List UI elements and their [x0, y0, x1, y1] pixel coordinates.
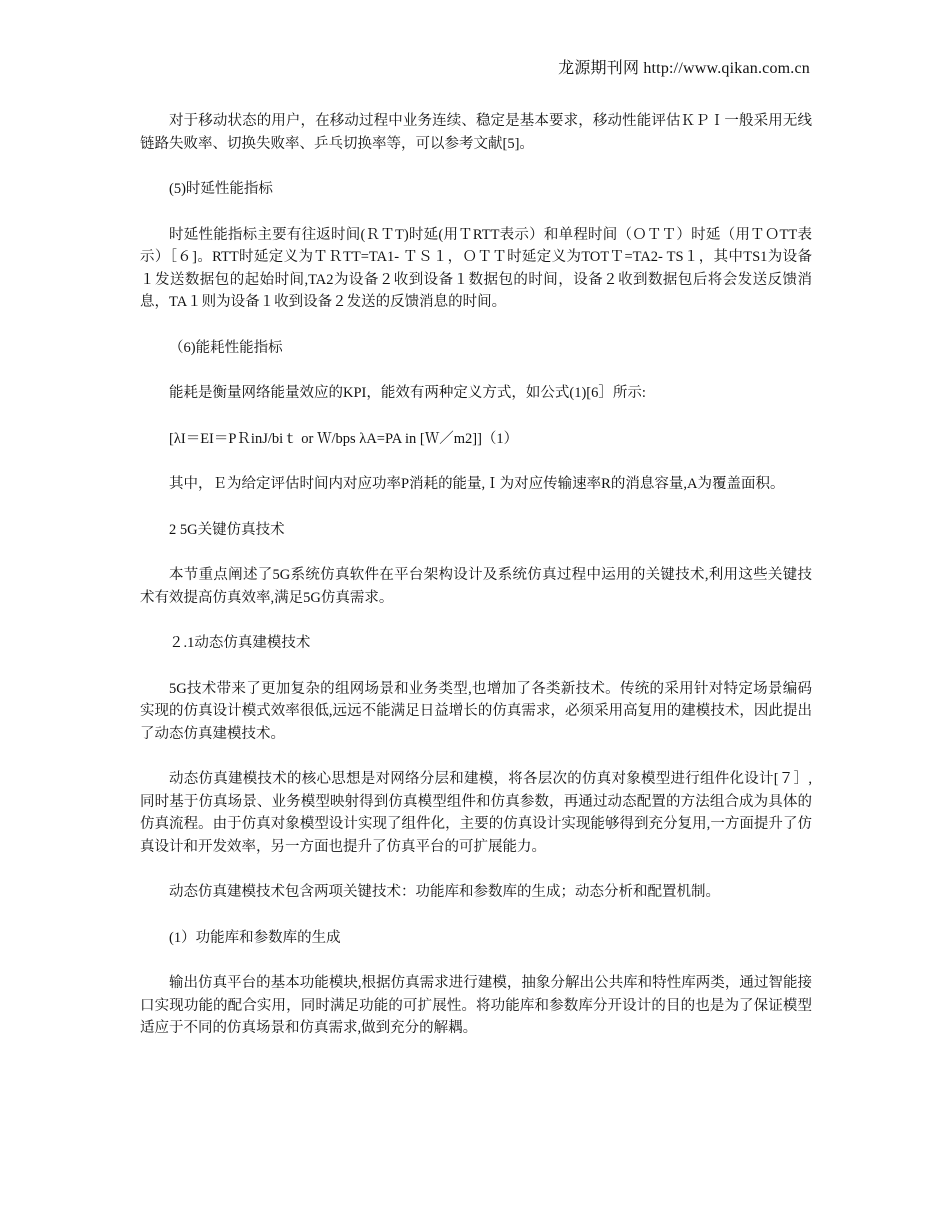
- heading-section-2: 2 5G关键仿真技术: [169, 521, 285, 538]
- page-header-site: 龙源期刊网 http://www.qikan.com.cn: [558, 60, 810, 77]
- heading-latency-kpi: (5)时延性能指标: [169, 181, 273, 197]
- paragraph-function-library: 输出仿真平台的基本功能模块,根据仿真需求进行建模，抽象分解出公共库和特性库两类，通过智能接口实现功能的配合实用，同时满足功能的可扩展性。将功能库和参数库分开设计的目的也是为了保证模型适应于不同的仿真场景和仿真需求,做到充分的解耦。: [140, 975, 812, 1036]
- heading-section-2-1: ２.1动态仿真建模技术: [169, 635, 311, 651]
- paragraph-dynamic-modeling-core: 动态仿真建模技术的核心思想是对网络分层和建模，将各层次的仿真对象模型进行组件化设计[７］,同时基于仿真场景、业务模型映射得到仿真模型组件和仿真参数，再通过动态配置的方法组合成为具体的仿真流程。由于仿真对象模型设计实现了组件化，主要的仿真设计实现能够得到充分复用,一方面提升了仿真设计和开发效率，另一方面也提升了仿真平台的可扩展能力。: [140, 771, 812, 855]
- article-body: [140, 110, 812, 1063]
- paragraph-energy-intro: 能耗是衡量网络能量效应的KPI，能效有两种定义方式，如公式(1)[6］所示:: [169, 385, 646, 401]
- heading-function-library: (1）功能库和参数库的生成: [169, 929, 341, 946]
- paragraph-latency-definition: 时延性能指标主要有往返时间(ＲＴT)时延(用ＴRTT表示）和单程时间（ＯＴＴ）时延（用ＴＯTT表示）［６]。RTT时延定义为ＴＲTT=TA1- ＴＳ１，ＯＴＴ时延定义为TOTＴ=TA2- TS１，其中TS1为设备１发送数据包的起始时间,TA2为设备２收到设备１数据包的时间，设备２收到数据包后将会发送反馈消息，TA１则为设备１收到设备２发送的反馈消息的时间。: [140, 226, 812, 310]
- heading-energy-kpi: （6)能耗性能指标: [169, 339, 283, 356]
- paragraph-mobility-kpi: 对于移动状态的用户，在移动过程中业务连续、稳定是基本要求，移动性能评估ＫＰＩ一般采用无线链路失败率、切换失败率、乒乓切换率等，可以参考文献[5]。: [140, 113, 812, 152]
- formula-1: [λI＝EI＝PＲinJ/biｔ or Ｗ/bps λA=PA in [Ｗ／m2]]（1）: [169, 430, 519, 447]
- paragraph-formula-explanation: 其中，Ｅ为给定评估时间内对应功率P消耗的能量,Ｉ为对应传输速率R的消息容量,A为覆盖面积。: [169, 476, 785, 492]
- paragraph-key-technologies: 动态仿真建模技术包含两项关键技术：功能库和参数库的生成；动态分析和配置机制。: [169, 884, 720, 900]
- paragraph-section-2-intro: 本节重点阐述了5G系统仿真软件在平台架构设计及系统仿真过程中运用的关键技术,利用这些关键技术有效提高仿真效率,满足5G仿真需求。: [140, 567, 812, 606]
- paragraph-5g-modeling: 5G技术带来了更加复杂的组网场景和业务类型,也增加了各类新技术。传统的采用针对特定场景编码实现的仿真设计模式效率很低,远远不能满足日益增长的仿真需求，必须采用高复用的建模技术，因此提出了动态仿真建模技术。: [140, 680, 812, 742]
